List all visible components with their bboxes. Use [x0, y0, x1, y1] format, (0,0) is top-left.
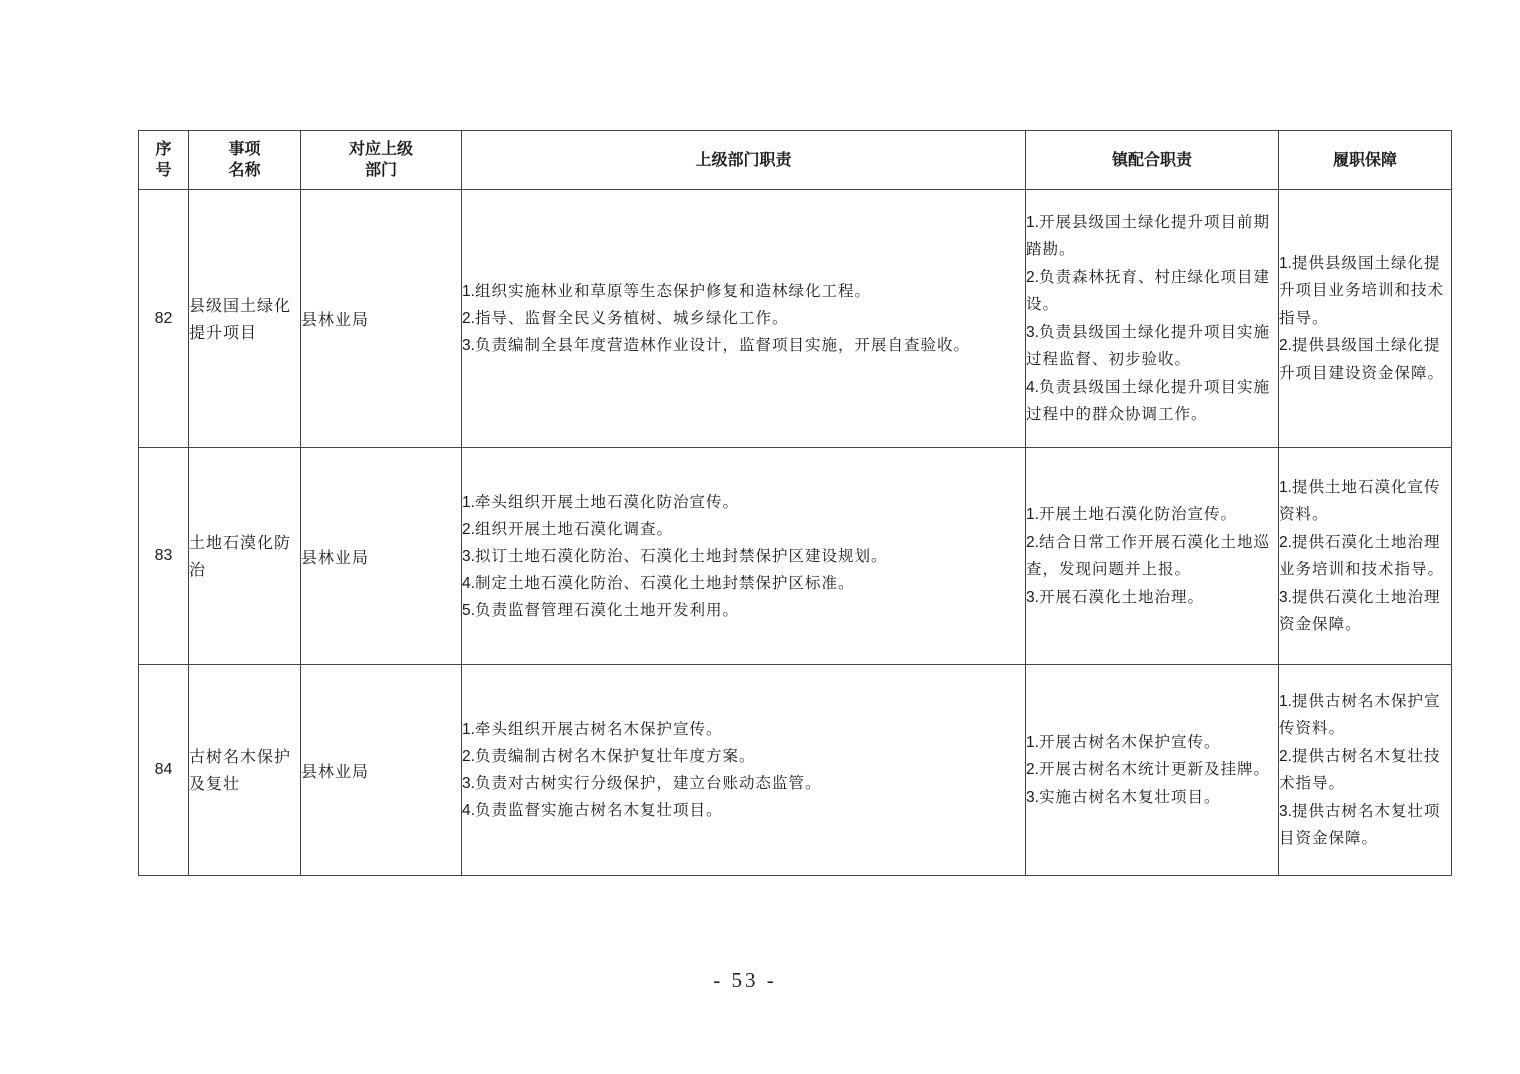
upper-duty-item: [462, 743, 1025, 770]
guarantee-item-number: 2.: [1279, 747, 1292, 765]
cell-upper-duty: [462, 190, 1026, 448]
upper-duty-item-number: 2.: [462, 310, 475, 327]
town-duty-item-text: 负责森林抚育、村庄绿化项目建设。: [1026, 267, 1270, 313]
upper-duty-item-number: 5.: [462, 601, 475, 619]
guarantee-item: [1279, 743, 1451, 798]
town-duty-item-text: 实施古树名木复壮项目。: [1038, 787, 1221, 806]
upper-duty-item-number: 2.: [462, 748, 475, 765]
town-duty-item-text: 开展古树名木保护宣传。: [1038, 732, 1221, 751]
guarantee-item-text: 提供石漠化土地治理资金保障。: [1279, 587, 1441, 633]
town-duty-item-text: 开展古树名木统计更新及挂牌。: [1038, 760, 1270, 779]
page-number: - 53 -: [713, 968, 777, 992]
cell-dept: 县林业局: [301, 665, 462, 876]
guarantee-item-number: 2.: [1279, 337, 1292, 355]
upper-duty-item: [462, 332, 1025, 359]
header-guarantee-label: 履职保障: [1332, 151, 1397, 169]
upper-duty-item-number: 4.: [462, 802, 475, 819]
town-duty-item: [1026, 319, 1278, 374]
town-duty-item-text: 负责县级国土绿化提升项目实施过程中的群众协调工作。: [1026, 377, 1270, 423]
upper-duty-item: [462, 716, 1025, 743]
upper-duty-item: [462, 597, 1025, 624]
town-duty-item: [1026, 374, 1278, 429]
header-upper-duty-label: 上级部门职责: [695, 151, 792, 169]
town-duty-item-number: 2.: [1026, 761, 1039, 779]
table-body: [139, 190, 1452, 876]
guarantee-item: [1279, 798, 1451, 853]
header-town-duty-label: 镇配合职责: [1111, 151, 1192, 169]
guarantee-item-text: 提供古树名木复壮技术指导。: [1279, 746, 1441, 792]
town-duty-item: [1026, 501, 1278, 529]
guarantee-item: [1279, 584, 1451, 639]
header-dept-line-2: 部门: [364, 162, 397, 179]
guarantee-item-number: 1.: [1279, 692, 1292, 710]
upper-duty-item: [462, 305, 1025, 332]
cell-guarantee: [1279, 448, 1452, 665]
cell-dept: 县林业局: [301, 190, 462, 448]
upper-duty-item-number: 4.: [462, 574, 475, 592]
table-row: [139, 190, 1452, 448]
upper-duty-item: [462, 570, 1025, 597]
upper-duty-item: [462, 770, 1025, 797]
upper-duty-item-number: 3.: [462, 547, 475, 565]
town-duty-item: [1026, 264, 1278, 319]
town-duty-item-text: 结合日常工作开展石漠化土地巡查，发现问题并上报。: [1026, 532, 1270, 578]
cell-guarantee: [1279, 665, 1452, 876]
cell-seq: 83: [139, 448, 189, 665]
upper-duty-item: [462, 489, 1025, 516]
header-upper-duty: [462, 131, 1026, 190]
table-header-row: [139, 131, 1452, 190]
upper-duty-item: [462, 797, 1025, 824]
town-duty-item-text: 开展土地石漠化防治宣传。: [1038, 505, 1237, 523]
upper-duty-item-number: 3.: [462, 775, 475, 792]
header-item-name-line-2: 名称: [228, 162, 261, 179]
town-duty-item-text: 开展石漠化土地治理。: [1038, 587, 1204, 606]
upper-duty-item: [462, 543, 1025, 570]
header-item-name: [189, 131, 301, 190]
upper-duty-item-text: 指导、监督全民义务植树、城乡绿化工作。: [474, 309, 789, 327]
town-duty-item: [1026, 209, 1278, 264]
town-duty-item-number: 2.: [1026, 533, 1039, 551]
upper-duty-item-number: 1.: [462, 721, 475, 738]
upper-duty-item-text: 牵头组织开展土地石漠化防治宣传。: [474, 492, 739, 511]
cell-upper-duty: [462, 665, 1026, 876]
guarantee-item: [1279, 250, 1451, 333]
guarantee-item-text: 提供古树名木复壮项目资金保障。: [1279, 801, 1441, 847]
cell-town-duty: [1026, 190, 1279, 448]
upper-duty-item: [462, 278, 1025, 305]
upper-duty-item-number: 1.: [462, 283, 475, 300]
guarantee-item-number: 2.: [1279, 533, 1292, 551]
guarantee-item-text: 提供县级国土绿化提升项目业务培训和技术指导。: [1279, 253, 1445, 327]
upper-duty-item-number: 2.: [462, 520, 475, 538]
town-duty-item-number: 3.: [1026, 588, 1039, 606]
town-duty-item-number: 3.: [1026, 788, 1039, 806]
cell-item-name: 土地石漠化防治: [189, 448, 301, 665]
table-row: [139, 665, 1452, 876]
town-duty-item-number: 3.: [1026, 323, 1039, 341]
cell-town-duty: [1026, 448, 1279, 665]
cell-town-duty: [1026, 665, 1279, 876]
guarantee-item-text: 提供石漠化土地治理业务培训和技术指导。: [1279, 532, 1445, 578]
upper-duty-item-text: 负责编制古树名木保护复壮年度方案。: [474, 747, 756, 765]
upper-duty-item-text: 拟订土地石漠化防治、石漠化土地封禁保护区建设规划。: [474, 546, 888, 565]
upper-duty-item-text: 负责编制全县年度营造林作业设计，监督项目实施，开展自查验收。: [474, 336, 970, 354]
cell-seq: 82: [139, 190, 189, 448]
cell-seq: 84: [139, 665, 189, 876]
header-town-duty: [1026, 131, 1279, 190]
upper-duty-item-number: 3.: [462, 337, 475, 354]
guarantee-item-number: 1.: [1279, 254, 1292, 272]
duty-table: [138, 130, 1452, 876]
town-duty-item-number: 4.: [1026, 378, 1039, 396]
header-dept-line-1: 对应上级: [348, 141, 413, 158]
town-duty-item: [1026, 729, 1278, 757]
guarantee-item-text: 提供土地石漠化宣传资料。: [1279, 477, 1441, 523]
guarantee-item: [1279, 688, 1451, 743]
upper-duty-item-text: 负责监督管理石漠化土地开发利用。: [474, 600, 739, 619]
upper-duty-item-text: 牵头组织开展古树名木保护宣传。: [474, 720, 723, 738]
upper-duty-item-number: 1.: [462, 493, 475, 511]
town-duty-item-number: 1.: [1026, 213, 1039, 231]
guarantee-item-number: 1.: [1279, 478, 1292, 496]
upper-duty-item-text: 制定土地石漠化防治、石漠化土地封禁保护区标准。: [474, 573, 855, 592]
cell-item-name: 县级国土绿化提升项目: [189, 190, 301, 448]
cell-dept: 县林业局: [301, 448, 462, 665]
guarantee-item-text: 提供古树名木保护宣传资料。: [1279, 691, 1441, 737]
guarantee-item: [1279, 529, 1451, 584]
guarantee-item-number: 3.: [1279, 588, 1292, 606]
header-seq: [139, 131, 189, 190]
town-duty-item-number: 2.: [1026, 268, 1039, 286]
upper-duty-item-text: 组织开展土地石漠化调查。: [474, 519, 673, 538]
header-seq-line-2: 号: [155, 162, 172, 179]
guarantee-item: [1279, 474, 1451, 529]
town-duty-item-text: 负责县级国土绿化提升项目实施过程监督、初步验收。: [1026, 322, 1270, 368]
town-duty-item: [1026, 584, 1278, 612]
cell-item-name: 古树名木保护及复壮: [189, 665, 301, 876]
table-row: [139, 448, 1452, 665]
town-duty-item: [1026, 529, 1278, 584]
cell-upper-duty: [462, 448, 1026, 665]
upper-duty-item-text: 组织实施林业和草原等生态保护修复和造林绿化工程。: [474, 282, 871, 300]
header-item-name-line-1: 事项: [228, 141, 261, 158]
header-seq-line-1: 序: [155, 141, 172, 158]
cell-guarantee: [1279, 190, 1452, 448]
header-dept: [301, 131, 462, 190]
upper-duty-item-text: 负责对古树实行分级保护，建立台账动态监管。: [474, 774, 822, 792]
upper-duty-item-text: 负责监督实施古树名木复壮项目。: [474, 801, 723, 819]
town-duty-item: [1026, 784, 1278, 812]
town-duty-item: [1026, 756, 1278, 784]
town-duty-item-number: 1.: [1026, 506, 1039, 523]
town-duty-item-number: 1.: [1026, 733, 1039, 751]
guarantee-item-text: 提供县级国土绿化提升项目建设资金保障。: [1279, 336, 1445, 382]
upper-duty-item: [462, 516, 1025, 543]
town-duty-item-text: 开展县级国土绿化提升项目前期踏勘。: [1026, 212, 1270, 258]
guarantee-item-number: 3.: [1279, 802, 1292, 820]
guarantee-item: [1279, 332, 1451, 387]
header-guarantee: [1279, 131, 1452, 190]
